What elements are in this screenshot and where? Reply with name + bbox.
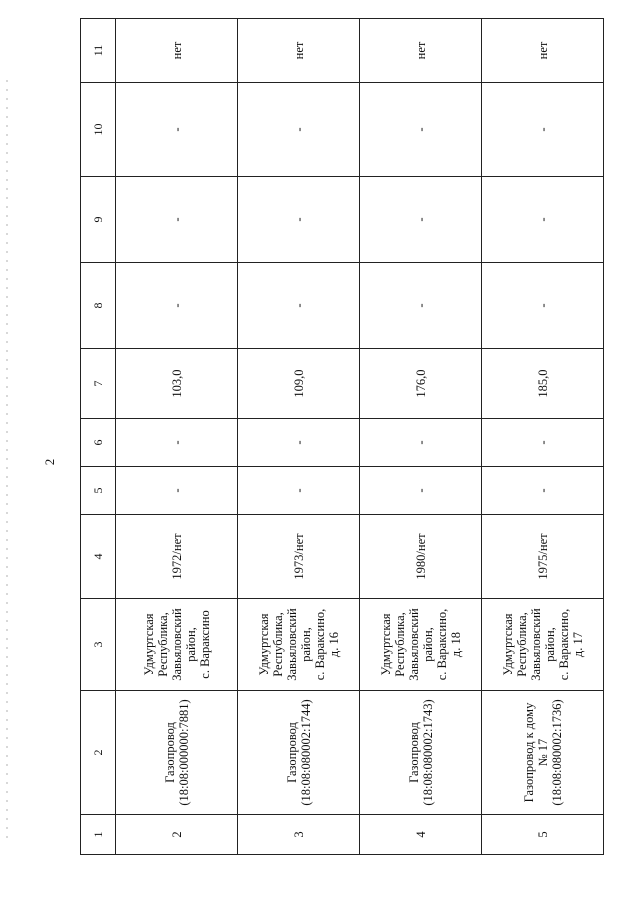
address-cell-line: Удмуртская — [141, 613, 156, 676]
address-cell-line: д. 16 — [326, 631, 341, 658]
object-name-cell — [116, 691, 238, 815]
table-row — [116, 19, 238, 855]
object-name-cell-line: (18:08:080002:1743) — [420, 699, 435, 806]
table-row — [238, 19, 360, 855]
registry-table — [80, 18, 604, 855]
address-cell-line: Завьяловский — [169, 608, 184, 681]
object-name-cell — [360, 691, 482, 815]
column-header: 10 — [81, 83, 116, 177]
col5-cell: - — [116, 467, 238, 515]
address-cell-line: район, — [420, 627, 435, 662]
row-number-cell: 2 — [116, 815, 238, 855]
address-cell-line: Удмуртская — [500, 613, 515, 676]
column-header: 1 — [81, 815, 116, 855]
object-name-cell-line: (18:08:080002:1744) — [298, 699, 313, 806]
column-header: 6 — [81, 419, 116, 467]
table-row — [482, 19, 604, 855]
col6-cell: - — [116, 419, 238, 467]
object-name-cell-line: Газопровод — [406, 722, 421, 783]
object-name-cell-line: № 17 — [535, 738, 550, 767]
scan-edge-marks — [6, 80, 8, 840]
year-cell: 1975/нет — [482, 515, 604, 599]
address-cell-line: с. Вараксино, — [556, 608, 571, 681]
table-row — [360, 19, 482, 855]
col11-cell: нет — [116, 19, 238, 83]
address-cell-line: Удмуртская — [378, 613, 393, 676]
address-cell-line: с. Вараксино — [197, 610, 212, 679]
col9-cell: - — [360, 177, 482, 263]
object-name-cell-line: (18:08:000000:7881) — [176, 699, 191, 806]
col9-cell: - — [116, 177, 238, 263]
col9-cell: - — [238, 177, 360, 263]
row-number-cell: 4 — [360, 815, 482, 855]
address-cell-line: с. Вараксино, — [434, 608, 449, 681]
address-cell-line: Республика, — [270, 612, 285, 677]
col5-cell: - — [360, 467, 482, 515]
column-header: 2 — [81, 691, 116, 815]
address-cell — [482, 599, 604, 691]
length-cell: 176,0 — [360, 349, 482, 419]
col11-cell: нет — [360, 19, 482, 83]
column-header: 3 — [81, 599, 116, 691]
address-cell-line: Удмуртская — [256, 613, 271, 676]
address-cell-line: Республика, — [155, 612, 170, 677]
col5-cell: - — [482, 467, 604, 515]
object-name-cell-line: Газопровод — [284, 722, 299, 783]
col8-cell: - — [116, 263, 238, 349]
address-cell-line: Завьяловский — [528, 608, 543, 681]
year-cell: 1972/нет — [116, 515, 238, 599]
year-cell: 1973/нет — [238, 515, 360, 599]
column-header: 5 — [81, 467, 116, 515]
rotated-table-container — [80, 19, 600, 855]
column-header: 11 — [81, 19, 116, 83]
col9-cell: - — [482, 177, 604, 263]
col10-cell: - — [482, 83, 604, 177]
length-cell: 109,0 — [238, 349, 360, 419]
address-cell — [360, 599, 482, 691]
address-cell-line: Республика, — [514, 612, 529, 677]
address-cell-line: д. 18 — [448, 631, 463, 658]
col6-cell: - — [360, 419, 482, 467]
col11-cell: нет — [482, 19, 604, 83]
object-name-cell — [482, 691, 604, 815]
column-header: 4 — [81, 515, 116, 599]
column-header: 7 — [81, 349, 116, 419]
column-header: 8 — [81, 263, 116, 349]
length-cell: 103,0 — [116, 349, 238, 419]
address-cell-line: д. 17 — [570, 631, 585, 658]
address-cell-line: Республика, — [392, 612, 407, 677]
col6-cell: - — [482, 419, 604, 467]
col11-cell: нет — [238, 19, 360, 83]
col10-cell: - — [238, 83, 360, 177]
object-name-cell-line: Газопровод к дому — [521, 702, 536, 803]
address-cell-line: район, — [542, 627, 557, 662]
object-name-cell-line: Газопровод — [162, 722, 177, 783]
row-number-cell: 5 — [482, 815, 604, 855]
address-cell-line: Завьяловский — [284, 608, 299, 681]
address-cell — [116, 599, 238, 691]
col8-cell: - — [238, 263, 360, 349]
year-cell: 1980/нет — [360, 515, 482, 599]
address-cell-line: Завьяловский — [406, 608, 421, 681]
col10-cell: - — [116, 83, 238, 177]
col10-cell: - — [360, 83, 482, 177]
row-number-cell: 3 — [238, 815, 360, 855]
col6-cell: - — [238, 419, 360, 467]
address-cell-line: район, — [183, 627, 198, 662]
address-cell-line: район, — [298, 627, 313, 662]
col8-cell: - — [482, 263, 604, 349]
col8-cell: - — [360, 263, 482, 349]
object-name-cell — [238, 691, 360, 815]
page-number: 2 — [42, 458, 57, 466]
column-header: 9 — [81, 177, 116, 263]
length-cell: 185,0 — [482, 349, 604, 419]
object-name-cell-line: (18:08:080002:1736) — [549, 699, 564, 806]
address-cell — [238, 599, 360, 691]
col5-cell: - — [238, 467, 360, 515]
address-cell-line: с. Вараксино, — [312, 608, 327, 681]
header-row — [81, 19, 116, 855]
